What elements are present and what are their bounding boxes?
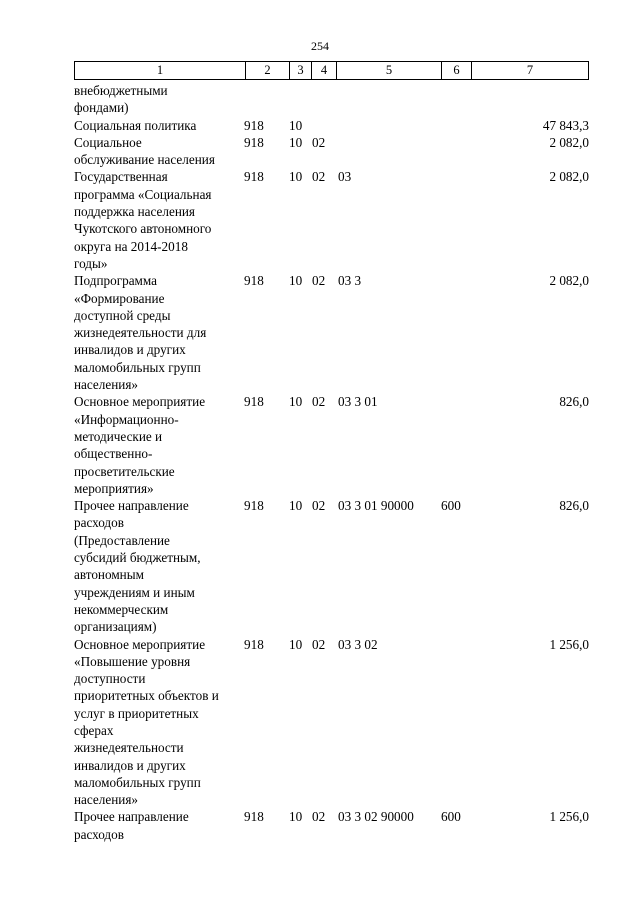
row-name: Подпрограмма «Формирование доступной среды жизнедеятельности для инвалидов и других маломобильных групп населения» — [74, 273, 207, 393]
row-col-6: 600 — [441, 809, 461, 825]
table-row — [74, 393, 589, 497]
row-col-3: 10 — [289, 169, 303, 185]
row-col-2: 918 — [244, 809, 264, 825]
row-col-3: 10 — [289, 809, 303, 825]
row-col-4: 02 — [312, 809, 326, 825]
header-col-2: 2 — [246, 62, 290, 79]
table-header — [74, 61, 589, 80]
row-name: Социальное обслуживание населения — [74, 134, 215, 168]
row-col-7: 1 256,0 — [549, 636, 589, 652]
table-row — [74, 272, 589, 393]
header-col-6: 6 — [442, 62, 472, 79]
row-name: Прочее направление расходов — [74, 809, 189, 842]
row-col-5: 03 — [338, 169, 352, 185]
header-col-1: 1 — [75, 62, 246, 79]
table-body — [74, 82, 589, 843]
row-name: Прочее направление расходов (Предоставление субсидий бюджетным, автономным учреждениям и иным некоммерческим организациям) — [74, 498, 201, 635]
row-col-5: 03 3 02 — [338, 636, 378, 652]
table-row — [74, 117, 589, 134]
row-col-3: 10 — [289, 394, 303, 410]
table-row — [74, 168, 589, 272]
row-col-3: 10 — [289, 636, 303, 652]
table-row — [74, 808, 589, 843]
row-col-5: 03 3 01 — [338, 394, 378, 410]
row-col-5: 03 3 02 90000 — [338, 809, 414, 825]
row-col-5: 03 3 01 90000 — [338, 498, 414, 514]
row-name: Основное мероприятие «Повышение уровня доступности приоритетных объектов и услуг в приоритетных сферах жизнедеятельности инвалидов и других маломобильных групп населения» — [74, 636, 219, 808]
table-row — [74, 497, 589, 635]
header-col-7: 7 — [526, 63, 534, 77]
table-row — [74, 82, 589, 117]
row-col-2: 918 — [244, 134, 264, 150]
row-name: Социальная политика — [74, 117, 197, 133]
row-col-4: 02 — [312, 636, 326, 652]
row-col-7: 2 082,0 — [549, 169, 589, 185]
row-col-2: 918 — [244, 117, 264, 133]
row-col-7: 826,0 — [559, 498, 589, 514]
row-col-7: 826,0 — [559, 394, 589, 410]
row-col-7: 47 843,3 — [542, 117, 589, 133]
row-col-4: 02 — [312, 498, 326, 514]
header-col-4: 4 — [312, 62, 337, 79]
row-col-2: 918 — [244, 636, 264, 652]
row-col-2: 918 — [244, 273, 264, 289]
row-col-4: 02 — [312, 273, 326, 289]
row-col-3: 10 — [289, 134, 303, 150]
row-col-7: 2 082,0 — [549, 134, 589, 150]
row-col-6: 600 — [441, 498, 461, 514]
page-number: 254 — [311, 39, 329, 53]
table-row — [74, 636, 589, 809]
row-col-5: 03 3 — [338, 273, 362, 289]
row-name: внебюджетными фондами) — [74, 83, 168, 116]
row-col-3: 10 — [289, 273, 303, 289]
row-col-4: 02 — [312, 169, 326, 185]
table-row — [74, 134, 589, 169]
header-col-5: 5 — [337, 62, 442, 79]
row-col-4: 02 — [312, 394, 326, 410]
row-col-2: 918 — [244, 394, 264, 410]
row-col-3: 10 — [289, 498, 303, 514]
row-name: Основное мероприятие «Информационно- методические и общественно- просветительские мероприятия» — [74, 394, 206, 496]
row-col-2: 918 — [244, 169, 264, 185]
row-col-7: 1 256,0 — [549, 809, 589, 825]
row-col-2: 918 — [244, 498, 264, 514]
header-col-3: 3 — [290, 62, 312, 79]
row-col-3: 10 — [289, 117, 303, 133]
row-name: Государственная программа «Социальная поддержка населения Чукотского автономного округа на 2014-2018 годы» — [74, 169, 212, 271]
row-col-4: 02 — [312, 134, 326, 150]
row-col-7: 2 082,0 — [549, 273, 589, 289]
